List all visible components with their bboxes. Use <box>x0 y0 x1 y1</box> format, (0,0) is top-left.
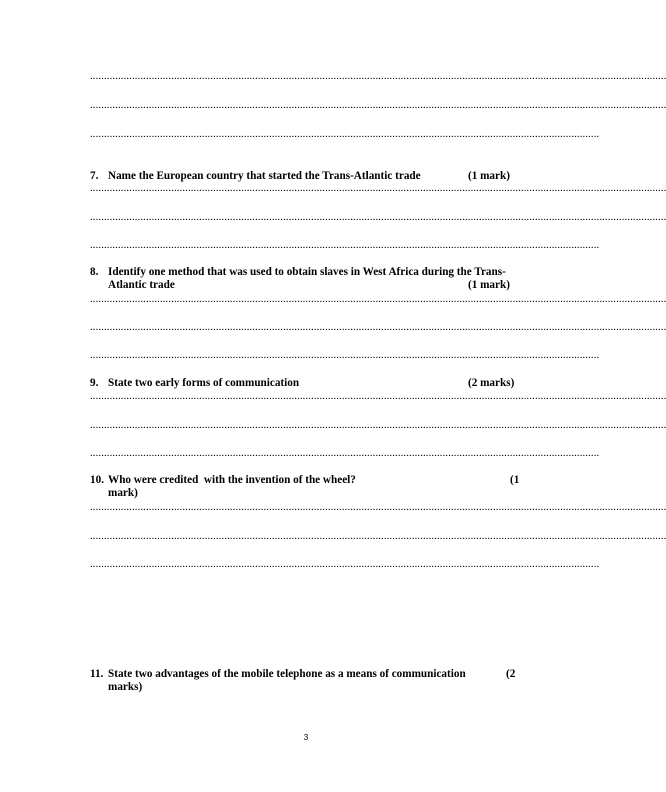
answer-line: ...................................................................................................................................................................................... <box>90 559 600 570</box>
page-number: 3 <box>303 733 309 742</box>
answer-line: .............................................................................................................................................................................................................. <box>90 322 666 333</box>
question-8-text-line-2: Atlantic trade <box>108 279 175 291</box>
answer-line: .............................................................................................................................................................................................................. <box>90 502 666 513</box>
question-11-text-line-1: State two advantages of the mobile telephone as a means of communication <box>108 668 466 680</box>
question-9-marks: (2 marks) <box>468 377 515 389</box>
answer-line: ...................................................................................................................................................................................... <box>90 350 600 361</box>
question-7-number: 7. <box>90 170 99 182</box>
answer-line: ...................................................................................................................................................................................... <box>90 129 600 140</box>
question-10-marks: (1 <box>510 474 520 486</box>
question-10-text-line-1: Who were credited with the invention of the wheel? <box>108 474 356 486</box>
answer-line: .............................................................................................................................................................................................................. <box>90 294 666 305</box>
answer-line: .............................................................................................................................................................................................................. <box>90 183 666 194</box>
answer-line: .............................................................................................................................................................................................................. <box>90 531 666 542</box>
question-11-text-line-2: marks) <box>108 681 143 693</box>
answer-line: ...................................................................................................................................................................................... <box>90 448 600 459</box>
question-10-text-line-2: mark) <box>108 487 138 499</box>
question-7-marks: (1 mark) <box>468 170 510 182</box>
answer-line: .............................................................................................................................................................................................................. <box>90 100 666 111</box>
question-8-marks: (1 mark) <box>468 279 510 291</box>
answer-line: .............................................................................................................................................................................................................. <box>90 212 666 223</box>
question-9-number: 9. <box>90 377 99 389</box>
question-10-number: 10. <box>90 474 104 486</box>
question-8-text-line-1: Identify one method that was used to obtain slaves in West Africa during the Trans- <box>108 266 506 278</box>
question-8-number: 8. <box>90 266 99 278</box>
question-7-text: Name the European country that started the Trans-Atlantic trade <box>108 170 421 182</box>
question-11-marks: (2 <box>506 668 516 680</box>
answer-line: .............................................................................................................................................................................................................. <box>90 71 666 82</box>
answer-line: ...................................................................................................................................................................................... <box>90 240 600 251</box>
question-9-text: State two early forms of communication <box>108 377 300 389</box>
question-11-number: 11. <box>90 668 104 680</box>
answer-line: .............................................................................................................................................................................................................. <box>90 420 666 431</box>
answer-line: .............................................................................................................................................................................................................. <box>90 391 666 402</box>
